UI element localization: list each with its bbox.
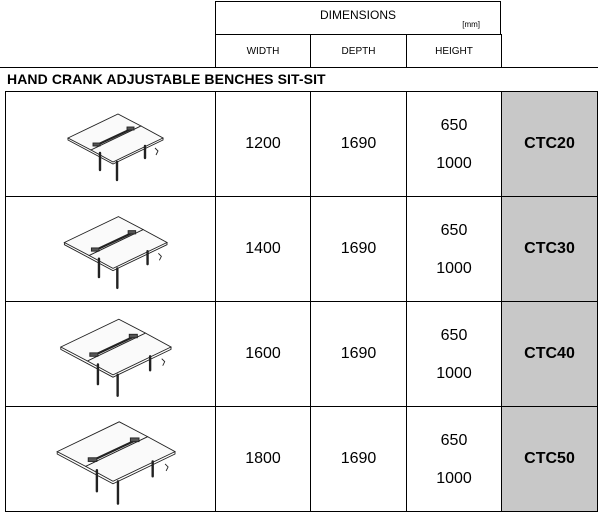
column-header-depth: DEPTH (310, 34, 407, 68)
product-image-cell (5, 196, 216, 302)
height-cell (406, 406, 502, 512)
bench-desk-icon (6, 197, 217, 303)
height-min-value: 650 (440, 116, 468, 134)
code-cell: CTC50 (501, 406, 598, 512)
section-title: HAND CRANK ADJUSTABLE BENCHES SIT-SIT (7, 71, 326, 87)
height-max-value: 1000 (436, 259, 472, 277)
code-cell: CTC30 (501, 196, 598, 302)
header-divider (0, 67, 598, 68)
column-header-width: WIDTH (215, 34, 311, 68)
dimensions-header (215, 1, 501, 35)
height-cell (406, 91, 502, 197)
width-cell: 1200 (215, 91, 311, 197)
width-cell: 1800 (215, 406, 311, 512)
product-image-cell (5, 91, 216, 197)
depth-cell: 1690 (310, 301, 407, 407)
product-image-cell (5, 406, 216, 512)
width-cell: 1600 (215, 301, 311, 407)
height-min-value: 650 (440, 431, 468, 449)
depth-cell: 1690 (310, 196, 407, 302)
unit-label: [mm] (462, 20, 480, 29)
height-cell (406, 301, 502, 407)
height-min-value: 650 (440, 221, 468, 239)
height-max-value: 1000 (436, 469, 472, 487)
bench-desk-icon (6, 407, 217, 513)
height-min-value: 650 (440, 326, 468, 344)
dimensions-label: DIMENSIONS (319, 8, 396, 22)
column-header-height: HEIGHT (406, 34, 502, 68)
code-cell: CTC40 (501, 301, 598, 407)
code-cell: CTC20 (501, 91, 598, 197)
bench-desk-icon (6, 302, 217, 408)
width-cell: 1400 (215, 196, 311, 302)
height-max-value: 1000 (436, 364, 472, 382)
product-image-cell (5, 301, 216, 407)
bench-desk-icon (6, 92, 217, 198)
depth-cell: 1690 (310, 91, 407, 197)
height-max-value: 1000 (436, 154, 472, 172)
height-cell (406, 196, 502, 302)
depth-cell: 1690 (310, 406, 407, 512)
